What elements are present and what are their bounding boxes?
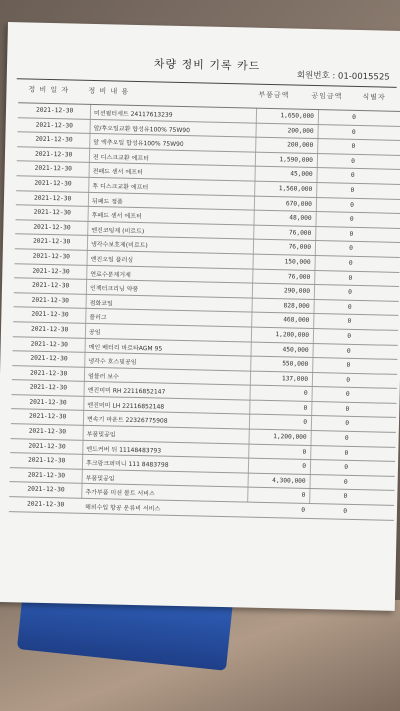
row-date: 2021-12-30 [28, 427, 67, 436]
row-description: 전 디스크교환 에프터 [92, 153, 150, 163]
row-parts-amount: 0 [303, 404, 308, 412]
row-parts-amount: 45,000 [290, 170, 313, 179]
row-labor-amount: 0 [351, 157, 356, 165]
row-date: 2021-12-30 [31, 296, 70, 305]
row-parts-amount: 137,000 [281, 374, 309, 383]
row-parts-amount: 4,300,000 [272, 476, 306, 485]
row-date: 2021-12-30 [26, 500, 65, 509]
row-description: 메인 배터리 바르타AGM 95 [88, 343, 163, 353]
row-parts-amount: 150,000 [284, 258, 311, 266]
row-description: 부품및공임 [86, 430, 116, 439]
row-description: 엄블러 보수 [87, 372, 119, 381]
row-labor-amount: 0 [345, 405, 350, 413]
row-description: 공임 [88, 328, 101, 337]
row-parts-amount: 1,200,000 [273, 433, 307, 441]
row-description: 변속기 마운트 22326775908 [86, 416, 168, 426]
row-date: 2021-12-30 [33, 208, 72, 217]
row-parts-amount: 290,000 [283, 287, 311, 296]
row-labor-amount: 0 [343, 507, 348, 515]
row-parts-amount: 200,000 [287, 126, 314, 135]
row-date: 2021-12-30 [30, 325, 69, 334]
row-description: 미션필터세트 24117613239 [93, 109, 173, 119]
row-parts-amount: 468,000 [283, 316, 310, 325]
row-description: 플러그 [89, 314, 107, 322]
member-number: 회원번호 : 01-0015525 [296, 70, 390, 83]
row-labor-amount: 0 [352, 113, 357, 121]
row-parts-amount: 0 [302, 463, 307, 471]
row-parts-amount: 76,000 [287, 272, 311, 281]
row-description: 앞/후오일교환 합성유100% 75W90 [93, 124, 191, 134]
row-labor-amount: 0 [345, 391, 350, 399]
row-date: 2021-12-30 [33, 194, 72, 203]
row-description: 부품및공임 [85, 474, 115, 483]
row-labor-amount: 0 [347, 318, 352, 326]
row-labor-amount: 0 [344, 449, 349, 457]
row-parts-amount: 0 [303, 390, 308, 398]
row-labor-amount: 0 [348, 259, 353, 267]
row-labor-amount: 0 [344, 434, 349, 442]
row-parts-amount: 1,200,000 [275, 331, 310, 339]
row-labor-amount: 0 [346, 376, 351, 384]
row-description: 점화코일 [89, 299, 113, 308]
row-date: 2021-12-30 [31, 281, 70, 290]
header-insurance: 공임금액 [311, 91, 343, 101]
row-date: 2021-12-30 [32, 237, 71, 246]
row-date: 2021-12-30 [31, 310, 69, 319]
document-title: 차량 정비 기록 카드 [153, 57, 261, 73]
row-date: 2021-12-30 [27, 471, 66, 480]
row-date: 2021-12-30 [34, 150, 73, 159]
maintenance-record-sheet [0, 22, 400, 611]
row-labor-amount: 0 [350, 172, 355, 180]
row-labor-amount: 0 [349, 215, 354, 224]
row-parts-amount: 1,560,000 [278, 185, 313, 193]
row-labor-amount: 0 [347, 303, 352, 311]
row-parts-amount: 1,590,000 [279, 155, 314, 164]
row-parts-amount: 828,000 [283, 302, 310, 310]
row-parts-amount: 76,000 [288, 229, 312, 237]
row-date: 2021-12-30 [35, 106, 74, 115]
row-parts-amount: 0 [301, 492, 306, 500]
row-parts-amount: 0 [301, 506, 306, 514]
row-labor-amount: 0 [344, 463, 349, 472]
row-labor-amount: 0 [343, 478, 348, 486]
row-description: 인젝터크리닝 약품 [89, 285, 139, 294]
row-labor-amount: 0 [345, 420, 350, 428]
row-parts-amount: 670,000 [285, 199, 313, 208]
row-date: 2021-12-30 [28, 442, 66, 451]
row-description: 후 디스크교환 에프터 [92, 182, 149, 192]
row-description: 추가부품 미션 볼트 서비스 [85, 489, 155, 498]
row-labor-amount: 0 [346, 361, 351, 369]
row-description: 엔진미미 RH 22116852147 [87, 387, 166, 396]
row-date: 2021-12-30 [28, 413, 67, 421]
row-description: 후크랑크퍼미니 111 8483798 [85, 460, 169, 470]
row-date: 2021-12-30 [27, 456, 66, 465]
header-type: 식별자 [362, 93, 386, 102]
row-labor-amount: 0 [348, 288, 353, 296]
row-labor-amount: 0 [351, 128, 356, 136]
row-date: 2021-12-30 [33, 223, 71, 232]
row-date: 2021-12-30 [35, 121, 74, 130]
record-table [9, 102, 400, 520]
row-date: 2021-12-30 [35, 135, 73, 144]
row-parts-amount: 200,000 [287, 141, 314, 150]
row-labor-amount: 0 [350, 186, 355, 194]
row-parts-amount: 1,650,000 [280, 112, 315, 120]
row-date: 2021-12-30 [29, 369, 68, 378]
row-labor-amount: 0 [351, 143, 356, 151]
header-desc: 정 비 내 용 [88, 86, 130, 96]
row-date: 2021-12-30 [29, 398, 67, 407]
row-labor-amount: 0 [350, 201, 355, 209]
row-parts-amount: 76,000 [288, 243, 312, 252]
row-date: 2021-12-30 [34, 179, 72, 188]
row-parts-amount: 48,000 [289, 214, 312, 223]
row-description: 해외수입 항공 운류비 서비스 [84, 503, 161, 513]
row-description: 냉각수보호제(비르트) [90, 241, 148, 250]
row-description: 뒤패드 정품 [91, 197, 123, 206]
row-date: 2021-12-30 [27, 485, 65, 494]
row-description: 전패드 센서 에프터 [92, 168, 143, 177]
row-parts-amount: 550,000 [282, 360, 309, 368]
row-description: 연료수분제거제 [90, 270, 131, 279]
row-parts-amount: 0 [303, 419, 308, 427]
row-description: 엔진미미 LH 22116852148 [87, 401, 165, 411]
row-labor-amount: 0 [346, 347, 351, 355]
row-description: 후패드 센서 에프터 [91, 212, 142, 221]
row-description: 앞 액추오일 합성유100% 75W90 [93, 139, 184, 149]
row-description: 엔드커버 뒤 11148483793 [86, 445, 162, 455]
header-amount: 부품금액 [258, 90, 290, 100]
row-date: 2021-12-30 [34, 165, 73, 173]
row-date: 2021-12-30 [32, 267, 70, 275]
row-labor-amount: 0 [348, 274, 353, 282]
row-date: 2021-12-30 [32, 252, 71, 261]
row-labor-amount: 0 [349, 245, 354, 253]
row-description: 냉각수 호스및공임 [88, 358, 137, 367]
row-parts-amount: 0 [302, 448, 307, 456]
row-date: 2021-12-30 [30, 354, 68, 363]
row-date: 2021-12-30 [29, 383, 68, 392]
row-description: 엔진코팅제 (비르트) [91, 226, 145, 235]
row-date: 2021-12-30 [30, 340, 69, 348]
row-labor-amount: 0 [347, 332, 352, 340]
row-labor-amount: 0 [349, 230, 354, 238]
row-labor-amount: 0 [343, 493, 348, 501]
row-parts-amount: 450,000 [282, 345, 309, 354]
row-description: 엔진오일 플러싱 [90, 255, 134, 264]
header-date: 정 비 일 자 [28, 85, 70, 95]
